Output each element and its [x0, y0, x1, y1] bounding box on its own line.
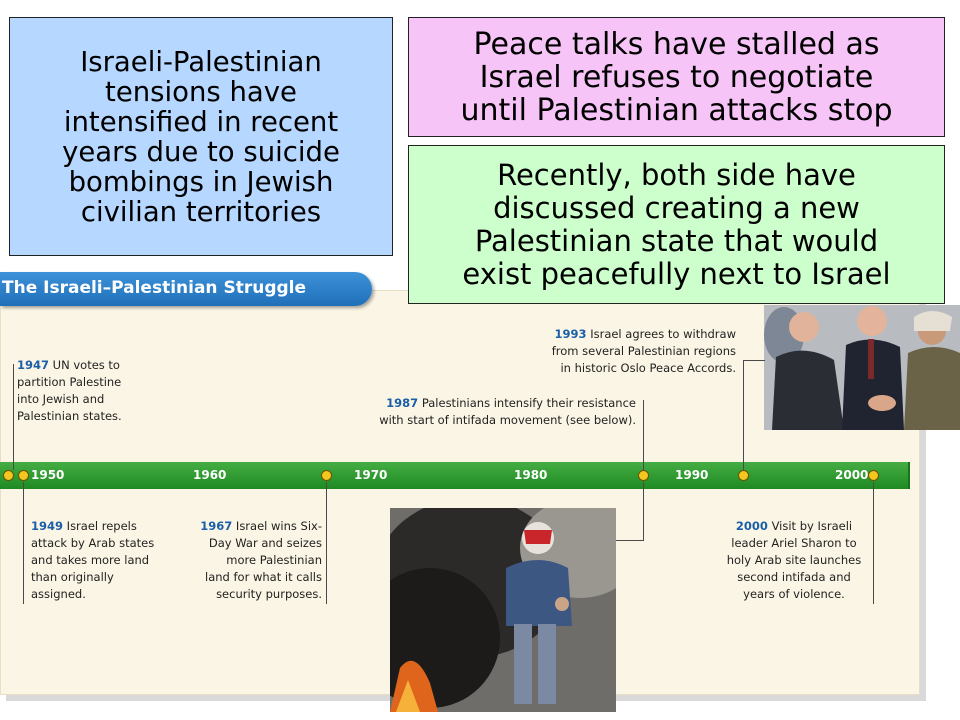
marker-dot — [738, 470, 749, 481]
event-1967 — [190, 518, 322, 603]
event-year: 1947 — [17, 358, 50, 372]
event-year: 1993 — [554, 327, 587, 341]
connector-1947 — [13, 364, 14, 470]
intifada-photo-figure — [390, 508, 616, 712]
event-year: 2000 — [735, 519, 768, 533]
event-text: Israel repels attack by Arab states and takes more land than originally assigned. — [31, 519, 155, 601]
event-text: Palestinians intensify their resistance with start of intifada movement (see below). — [379, 396, 636, 427]
event-text: Israel agrees to withdraw from several Palestinian regions in historic Oslo Peace Accords. — [551, 327, 736, 375]
event-1949 — [31, 518, 154, 603]
event-1993 — [520, 326, 736, 377]
marker-dot — [321, 470, 332, 481]
peace-talks-text: Peace talks have stalled as Israel refuses to negotiate until Palestinian attacks stop — [460, 26, 893, 128]
event-text: Visit by Israeli leader Ariel Sharon to holy Arab site launches second intifada and years of violence. — [726, 519, 862, 601]
marker-dot — [638, 470, 649, 481]
event-1947 — [17, 357, 122, 425]
timeline-title-bar — [0, 272, 372, 306]
year-1960: 1960 — [193, 468, 227, 482]
connector-1949 — [23, 482, 24, 604]
event-2000 — [718, 518, 870, 603]
oslo-photo-figures — [764, 305, 960, 430]
connector-1993 — [743, 360, 744, 470]
year-1990: 1990 — [675, 468, 709, 482]
oslo-accords-photo — [764, 305, 960, 430]
year-2000: 2000 — [835, 468, 869, 482]
event-year: 1987 — [386, 396, 419, 410]
new-state-box — [408, 145, 945, 304]
tensions-box — [9, 17, 393, 256]
connector-1993-photo — [743, 360, 765, 361]
timeline-bar — [0, 462, 910, 489]
year-1970: 1970 — [354, 468, 388, 482]
marker-dot — [868, 470, 879, 481]
timeline-title: The Israeli–Palestinian Struggle — [2, 278, 307, 298]
connector-1987-photo — [616, 540, 644, 541]
connector-1967 — [326, 482, 327, 604]
year-1950: 1950 — [31, 468, 65, 482]
marker-dot — [18, 470, 29, 481]
new-state-text: Recently, both side have discussed creating a new Palestinian state that would exist peacefully next to Israel — [462, 157, 891, 291]
connector-2000 — [873, 482, 874, 604]
event-1987 — [346, 395, 636, 429]
marker-dot — [3, 470, 14, 481]
tensions-text: Israeli-Palestinian tensions have intensified in recent years due to suicide bombings in Jewish civilian territories — [62, 45, 340, 228]
year-1980: 1980 — [514, 468, 548, 482]
peace-talks-box — [408, 17, 945, 137]
connector-1987-up — [643, 400, 644, 470]
event-year: 1949 — [31, 519, 64, 533]
event-text: UN votes to partition Palestine into Jewish and Palestinian states. — [17, 358, 122, 423]
intifada-photo — [390, 508, 616, 712]
event-text: Israel wins Six- Day War and seizes more Palestinian land for what it calls security purposes. — [205, 519, 322, 601]
event-year: 1967 — [200, 519, 233, 533]
connector-1987-down — [643, 482, 644, 540]
